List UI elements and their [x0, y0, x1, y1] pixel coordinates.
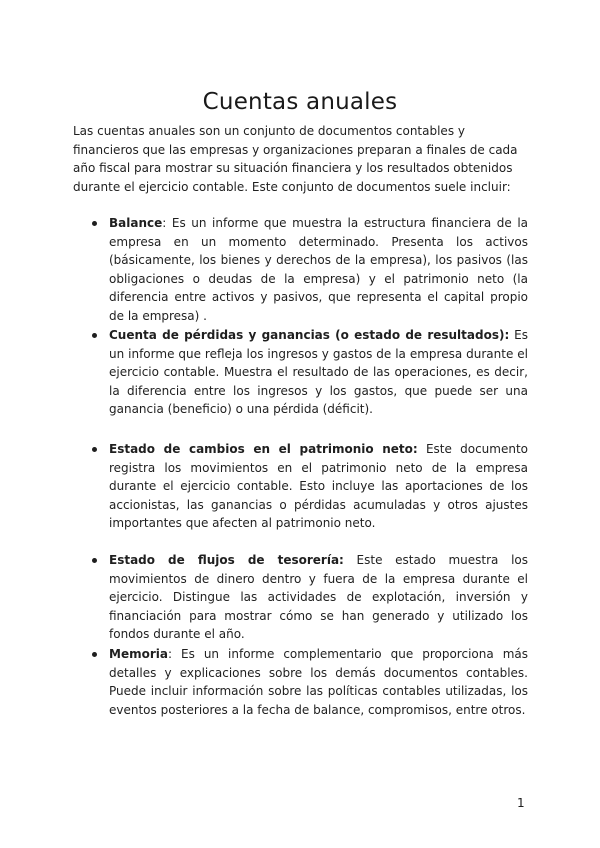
list-item-text: Este documento registra los movimientos en el patrimonio neto de la empresa durante el ejercicio contable. Esto incluye las aportaciones de los accionistas, las ganancias o pérdidas acumuladas y otros ajustes importantes que afecten al patrimonio neto. [109, 442, 529, 530]
list-item-text: : Es un informe complementario que proporciona más detalles y explicaciones sobre los demás documentos contables. Puede incluir información sobre las políticas contables utilizadas, los eventos posteriores a la fecha de balance, compromisos, entre otros. [109, 647, 528, 717]
list-item-text: Es un informe que refleja los ingresos y gastos de la empresa durante el ejercicio contable. Muestra el resultado de las operaciones, es decir, la diferencia entre los ingresos y los gastos, que puede ser una ganancia (beneficio) o una pérdida (déficit). [109, 328, 528, 416]
list-item-memoria [109, 645, 528, 719]
list-item-term: Balance [109, 216, 163, 230]
list-item-term: Estado de cambios en el patrimonio neto: [109, 442, 418, 456]
intro-paragraph: Las cuentas anuales son un conjunto de documentos contables y financieros que las empresas y organizaciones preparan a finales de cada año fiscal para mostrar su situación financiera y los resultados obtenidos durante el ejercicio contable. Este conjunto de documentos suele incluir: [73, 124, 518, 194]
list-item-text: : Es un informe que muestra la estructura financiera de la empresa en un momento determinado. Presenta los activos (básicamente, los bienes y derechos de la empresa), los pasivos (las obligaciones o deudas de la empresa) y el patrimonio neto (la diferencia entre activos y pasivos, que representa el capital propio de la empresa) . [109, 216, 528, 323]
list-item-term: Memoria [109, 647, 168, 661]
page-title: Cuentas anuales [202, 89, 398, 115]
list-item-estado-flujos-tesoreria [109, 551, 528, 644]
list-item-term: Cuenta de pérdidas y ganancias (o estado de resultados): [109, 328, 510, 342]
list-item-estado-cambios-patrimonio [109, 440, 528, 533]
list-item-term: Estado de flujos de tesorería: [109, 553, 344, 567]
list-item-balance [109, 214, 528, 325]
page-number: 1 [517, 796, 525, 810]
list-item-text: Este estado muestra los movimientos de dinero dentro y fuera de la empresa durante el ejercicio. Distingue las actividades de explotación, inversión y financiación para mostrar cómo se han generado y utilizado los fondos durante el año. [109, 553, 529, 641]
list-item-cuenta-perdidas-ganancias [109, 326, 528, 419]
